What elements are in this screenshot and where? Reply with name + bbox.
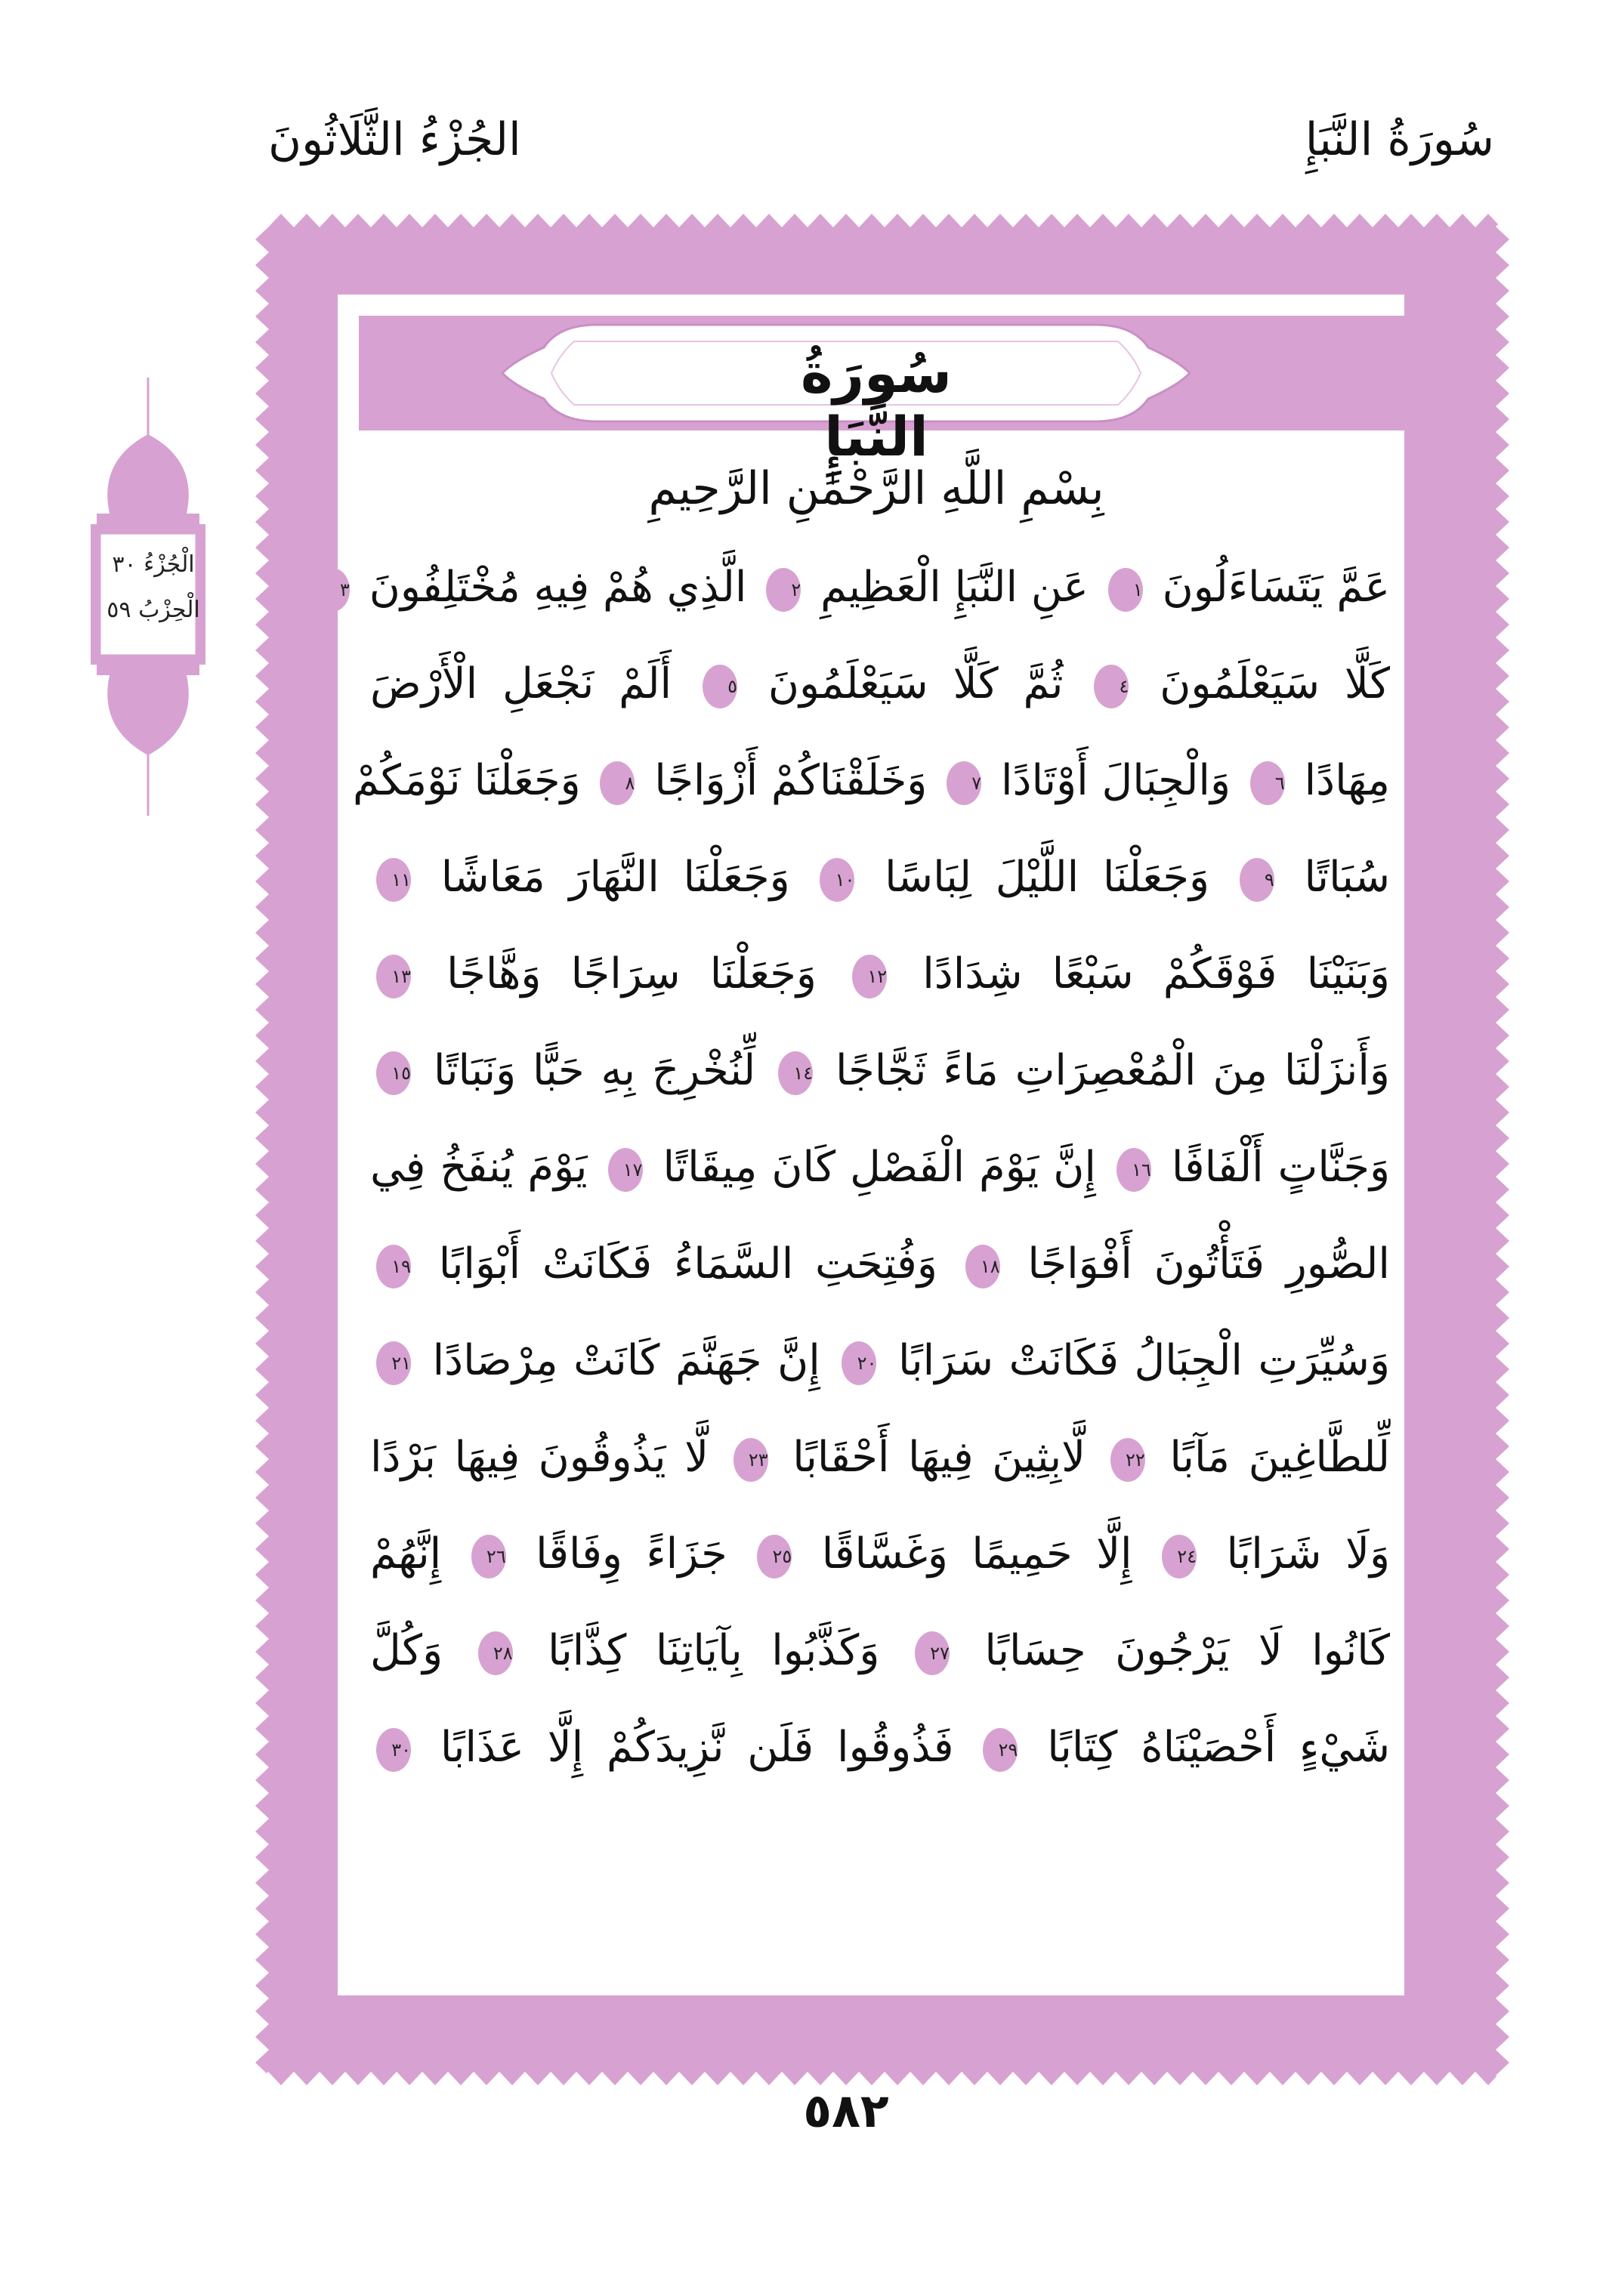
juz-hizb-marker bbox=[0, 0, 227, 831]
verse-text: الَّذِي هُمْ فِيهِ مُخْتَلِفُونَ bbox=[369, 563, 747, 612]
verse-text: وَجَنَّاتٍ أَلْفَافًا bbox=[1171, 1143, 1390, 1192]
verse-text: وَسُيِّرَتِ الْجِبَالُ فَكَانَتْ سَرَابًا bbox=[898, 1336, 1390, 1385]
page-number: ٥٨٢ bbox=[803, 2083, 889, 2138]
verse-text: جَزَاءً وِفَاقًا bbox=[536, 1529, 727, 1578]
ayah-number-marker: ١٨ bbox=[965, 1245, 1000, 1288]
ayah-number-marker: ٢٩ bbox=[983, 1728, 1018, 1772]
verse-line bbox=[340, 542, 1390, 633]
verse-text: كَانُوا لَا يَرْجُونَ حِسَابًا bbox=[984, 1626, 1391, 1675]
verse-text: وَلَا شَرَابًا bbox=[1226, 1529, 1391, 1578]
verse-text: لَّابِثِينَ فِيهَا أَحْقَابًا bbox=[792, 1433, 1086, 1482]
verse-text: وَجَعَلْنَا اللَّيْلَ لِبَاسًا bbox=[885, 853, 1210, 902]
verse-line bbox=[370, 639, 1390, 730]
basmala: بِسْمِ اللَّهِ الرَّحْمَٰنِ الرَّحِيمِ bbox=[648, 462, 1104, 515]
verse-text: إِنَّ جَهَنَّمَ كَانَتْ مِرْصَادًا bbox=[432, 1336, 820, 1385]
ayah-number-marker: ١١ bbox=[376, 858, 411, 902]
ayah-number-marker: ١٥ bbox=[376, 1051, 411, 1095]
verse-text: وَجَعَلْنَا النَّهَارَ مَعَاشًا bbox=[440, 853, 790, 902]
header-juz-name: الجُزْءُ الثَّلَاثُونَ bbox=[268, 113, 521, 166]
verse-line bbox=[370, 1219, 1390, 1310]
ayah-number-marker: ٨ bbox=[600, 761, 635, 805]
verse-text: شَيْءٍ أَحْصَيْنَاهُ كِتَابًا bbox=[1047, 1723, 1390, 1772]
verse-text: عَمَّ يَتَسَاءَلُونَ bbox=[1162, 563, 1390, 612]
ayah-number-marker: ٤ bbox=[1094, 665, 1129, 708]
ayah-number-marker: ٩ bbox=[1240, 858, 1274, 902]
verse-text: الصُّورِ فَتَأْتُونَ أَفْوَاجًا bbox=[1027, 1239, 1390, 1288]
verse-line bbox=[370, 1606, 1390, 1696]
verse-text: سُبَاتًا bbox=[1304, 853, 1391, 902]
ayah-number-marker: ١ bbox=[1108, 568, 1143, 612]
verse-text: فَذُوقُوا فَلَن نَّزِيدَكُمْ إِلَّا عَذَابًا bbox=[440, 1723, 954, 1772]
verse-text: وَكُلَّ bbox=[370, 1626, 443, 1675]
verse-line bbox=[352, 736, 1390, 826]
verse-text: وَخَلَقْنَاكُمْ أَزْوَاجًا bbox=[654, 756, 928, 805]
ayah-number-marker: ٢٥ bbox=[757, 1535, 792, 1578]
verse-line bbox=[370, 1122, 1390, 1213]
verse-text: وَجَعَلْنَا نَوْمَكُمْ bbox=[352, 756, 581, 805]
verse-text: وَكَذَّبُوا بِآيَاتِنَا كِذَّابًا bbox=[548, 1626, 880, 1675]
verse-text: أَلَمْ نَجْعَلِ الْأَرْضَ bbox=[370, 659, 672, 708]
ayah-number-marker: ١٧ bbox=[608, 1148, 643, 1192]
verse-text: لَّا يَذُوقُونَ فِيهَا بَرْدًا bbox=[370, 1433, 709, 1482]
ayah-number-marker: ٥ bbox=[703, 665, 737, 708]
ayah-number-marker: ٢١ bbox=[376, 1341, 411, 1385]
ayah-number-marker: ١٩ bbox=[376, 1245, 411, 1288]
ayah-number-marker: ٢٠ bbox=[842, 1341, 876, 1385]
verse-text: لِّنُخْرِجَ بِهِ حَبًّا وَنَبَاتًا bbox=[433, 1046, 756, 1095]
verse-text: لِّلطَّاغِينَ مَآبًا bbox=[1169, 1433, 1391, 1482]
header-surah-name: سُورَةُ النَّبَإِ bbox=[1305, 113, 1494, 166]
ayah-number-marker: ٢٤ bbox=[1162, 1535, 1197, 1578]
verse-text: كَلَّا سَيَعْلَمُونَ bbox=[1160, 659, 1391, 708]
ayah-number-marker: ١٣ bbox=[376, 955, 411, 998]
ayah-number-marker: ٦ bbox=[1250, 761, 1285, 805]
verse-line bbox=[370, 832, 1390, 923]
ayah-number-marker: ٢٧ bbox=[915, 1631, 950, 1675]
verse-text: وَالْجِبَالَ أَوْتَادًا bbox=[1000, 756, 1231, 805]
ayah-number-marker: ٣٠ bbox=[376, 1728, 411, 1772]
ayah-number-marker: ١٤ bbox=[778, 1051, 813, 1095]
ayah-number-marker: ٣ bbox=[315, 568, 350, 612]
verse-line bbox=[370, 1509, 1390, 1600]
ayah-number-marker: ١٢ bbox=[852, 955, 887, 998]
ayah-number-marker: ٧ bbox=[947, 761, 981, 805]
verse-text: وَجَعَلْنَا سِرَاجًا وَهَّاجًا bbox=[446, 949, 817, 998]
verse-text: إِنَّهُمْ bbox=[370, 1529, 442, 1578]
verse-text: ثُمَّ كَلَّا سَيَعْلَمُونَ bbox=[767, 659, 1064, 708]
verse-text: إِلَّا حَمِيمًا وَغَسَّاقًا bbox=[821, 1529, 1132, 1578]
ayah-number-marker: ١٠ bbox=[820, 858, 854, 902]
ayah-number-marker: ٢ bbox=[766, 568, 801, 612]
verse-line bbox=[370, 1412, 1390, 1503]
verse-text: مِهَادًا bbox=[1304, 756, 1390, 805]
verse-text: وَفُتِحَتِ السَّمَاءُ فَكَانَتْ أَبْوَابًا bbox=[438, 1239, 937, 1288]
ayah-number-marker: ١٦ bbox=[1116, 1148, 1151, 1192]
ayah-number-marker: ٢٦ bbox=[471, 1535, 506, 1578]
verse-line bbox=[370, 1026, 1390, 1116]
verse-line bbox=[370, 1316, 1390, 1406]
surah-title: سُورَةُ النَّبَإِ bbox=[801, 341, 952, 468]
ayah-number-marker: ٢٨ bbox=[478, 1631, 513, 1675]
marker-hizb-label: الْحِزْبُ ٥٩ bbox=[107, 597, 200, 623]
verse-text: عَنِ النَّبَإِ الْعَظِيمِ bbox=[820, 563, 1089, 612]
verse-text: وَأَنزَلْنَا مِنَ الْمُعْصِرَاتِ مَاءً ثَجَّاجًا bbox=[835, 1046, 1390, 1095]
verse-text: يَوْمَ يُنفَخُ فِي bbox=[370, 1143, 588, 1192]
verse-line bbox=[370, 929, 1390, 1020]
ayah-number-marker: ٢٣ bbox=[734, 1438, 768, 1482]
verse-text: إِنَّ يَوْمَ الْفَصْلِ كَانَ مِيقَاتًا bbox=[662, 1143, 1096, 1192]
ayah-number-marker: ٢٢ bbox=[1110, 1438, 1145, 1482]
verse-line bbox=[370, 1702, 1390, 1793]
marker-juz-label: الْجُزْءُ ٣٠ bbox=[112, 551, 195, 578]
verse-text: وَبَنَيْنَا فَوْقَكُمْ سَبْعًا شِدَادًا bbox=[922, 949, 1390, 998]
